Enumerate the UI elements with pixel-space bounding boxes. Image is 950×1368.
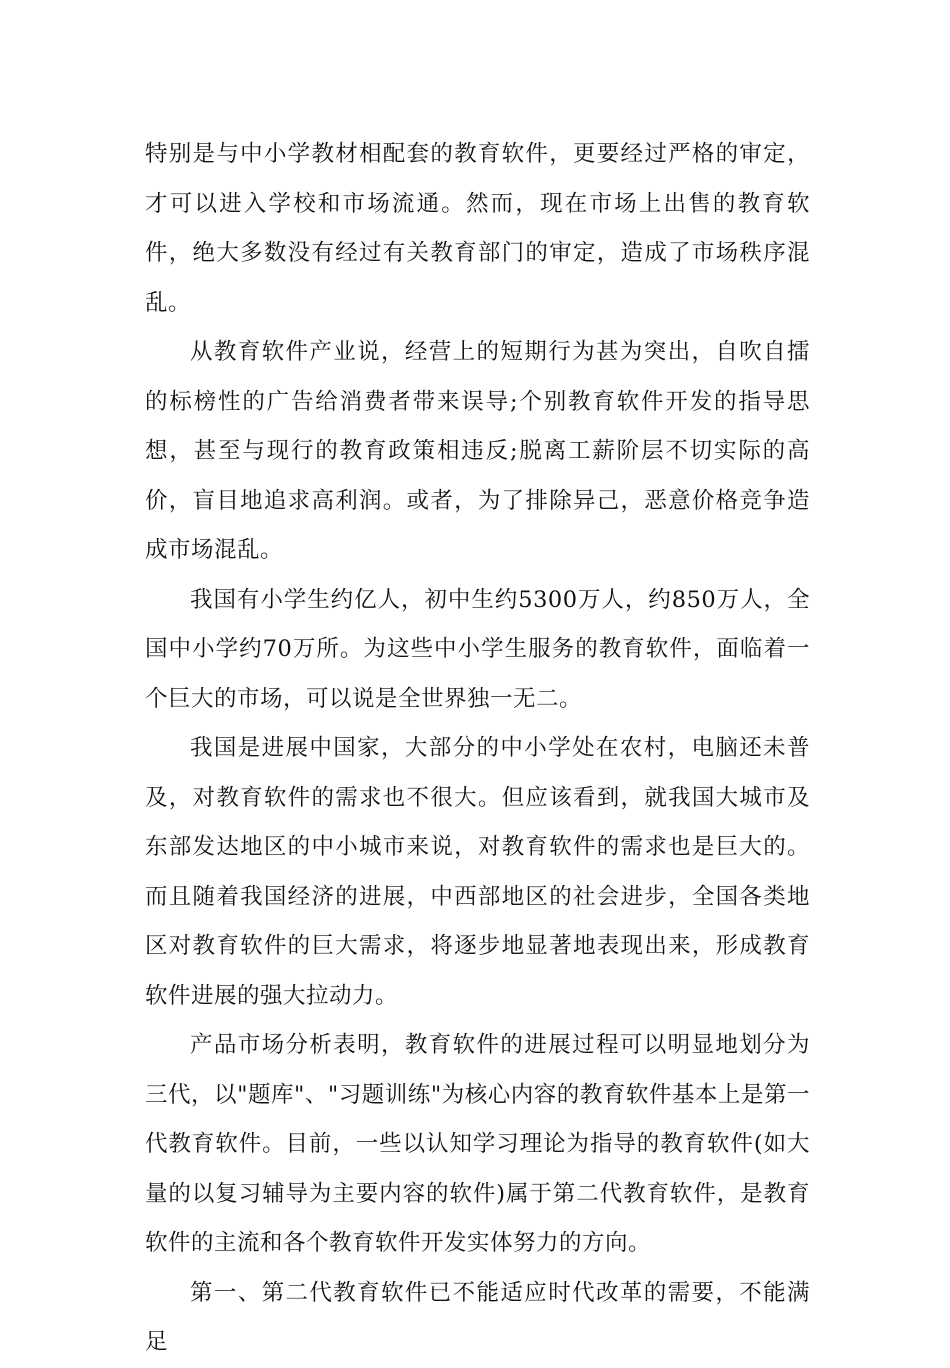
paragraph-5: 产品市场分析表明，教育软件的进展过程可以明显地划分为三代，以"题库"、"习题训练"为核心内容的教育软件基本上是第一代教育软件。目前，一些以认知学习理论为指导的教育软件(如大量的以复习辅导为主要内容的软件)属于第二代教育软件，是教育软件的主流和各个教育软件开发实体努力的方向。 [145, 1032, 810, 1256]
document-body [145, 130, 810, 1368]
paragraph-2: 从教育软件产业说，经营上的短期行为甚为突出，自吹自擂的标榜性的广告给消费者带来误导;个别教育软件开发的指导思想，甚至与现行的教育政策相违反;脱离工薪阶层不切实际的高价，盲目地追求高利润。或者，为了排除异己，恶意价格竞争造成市场混乱。 [145, 339, 810, 563]
paragraph-4: 我国是进展中国家，大部分的中小学处在农村，电脑还未普及，对教育软件的需求也不很大。但应该看到，就我国大城市及东部发达地区的中小城市来说，对教育软件的需求也是巨大的。而且随着我国经济的进展，中西部地区的社会进步，全国各类地区对教育软件的巨大需求，将逐步地显著地表现出来，形成教育软件进展的强大拉动力。 [145, 735, 810, 1009]
paragraph-1: 特别是与中小学教材相配套的教育软件，更要经过严格的审定，才可以进入学校和市场流通。然而，现在市场上出售的教育软件，绝大多数没有经过有关教育部门的审定，造成了市场秩序混乱。 [145, 141, 810, 316]
paragraph-6: 第一、第二代教育软件已不能适应时代改革的需要，不能满足 [145, 1279, 810, 1355]
paragraph-3: 我国有小学生约亿人，初中生约5300万人，约850万人，全国中小学约70万所。为这些中小学生服务的教育软件，面临着一个巨大的市场，可以说是全世界独一无二。 [145, 586, 810, 712]
